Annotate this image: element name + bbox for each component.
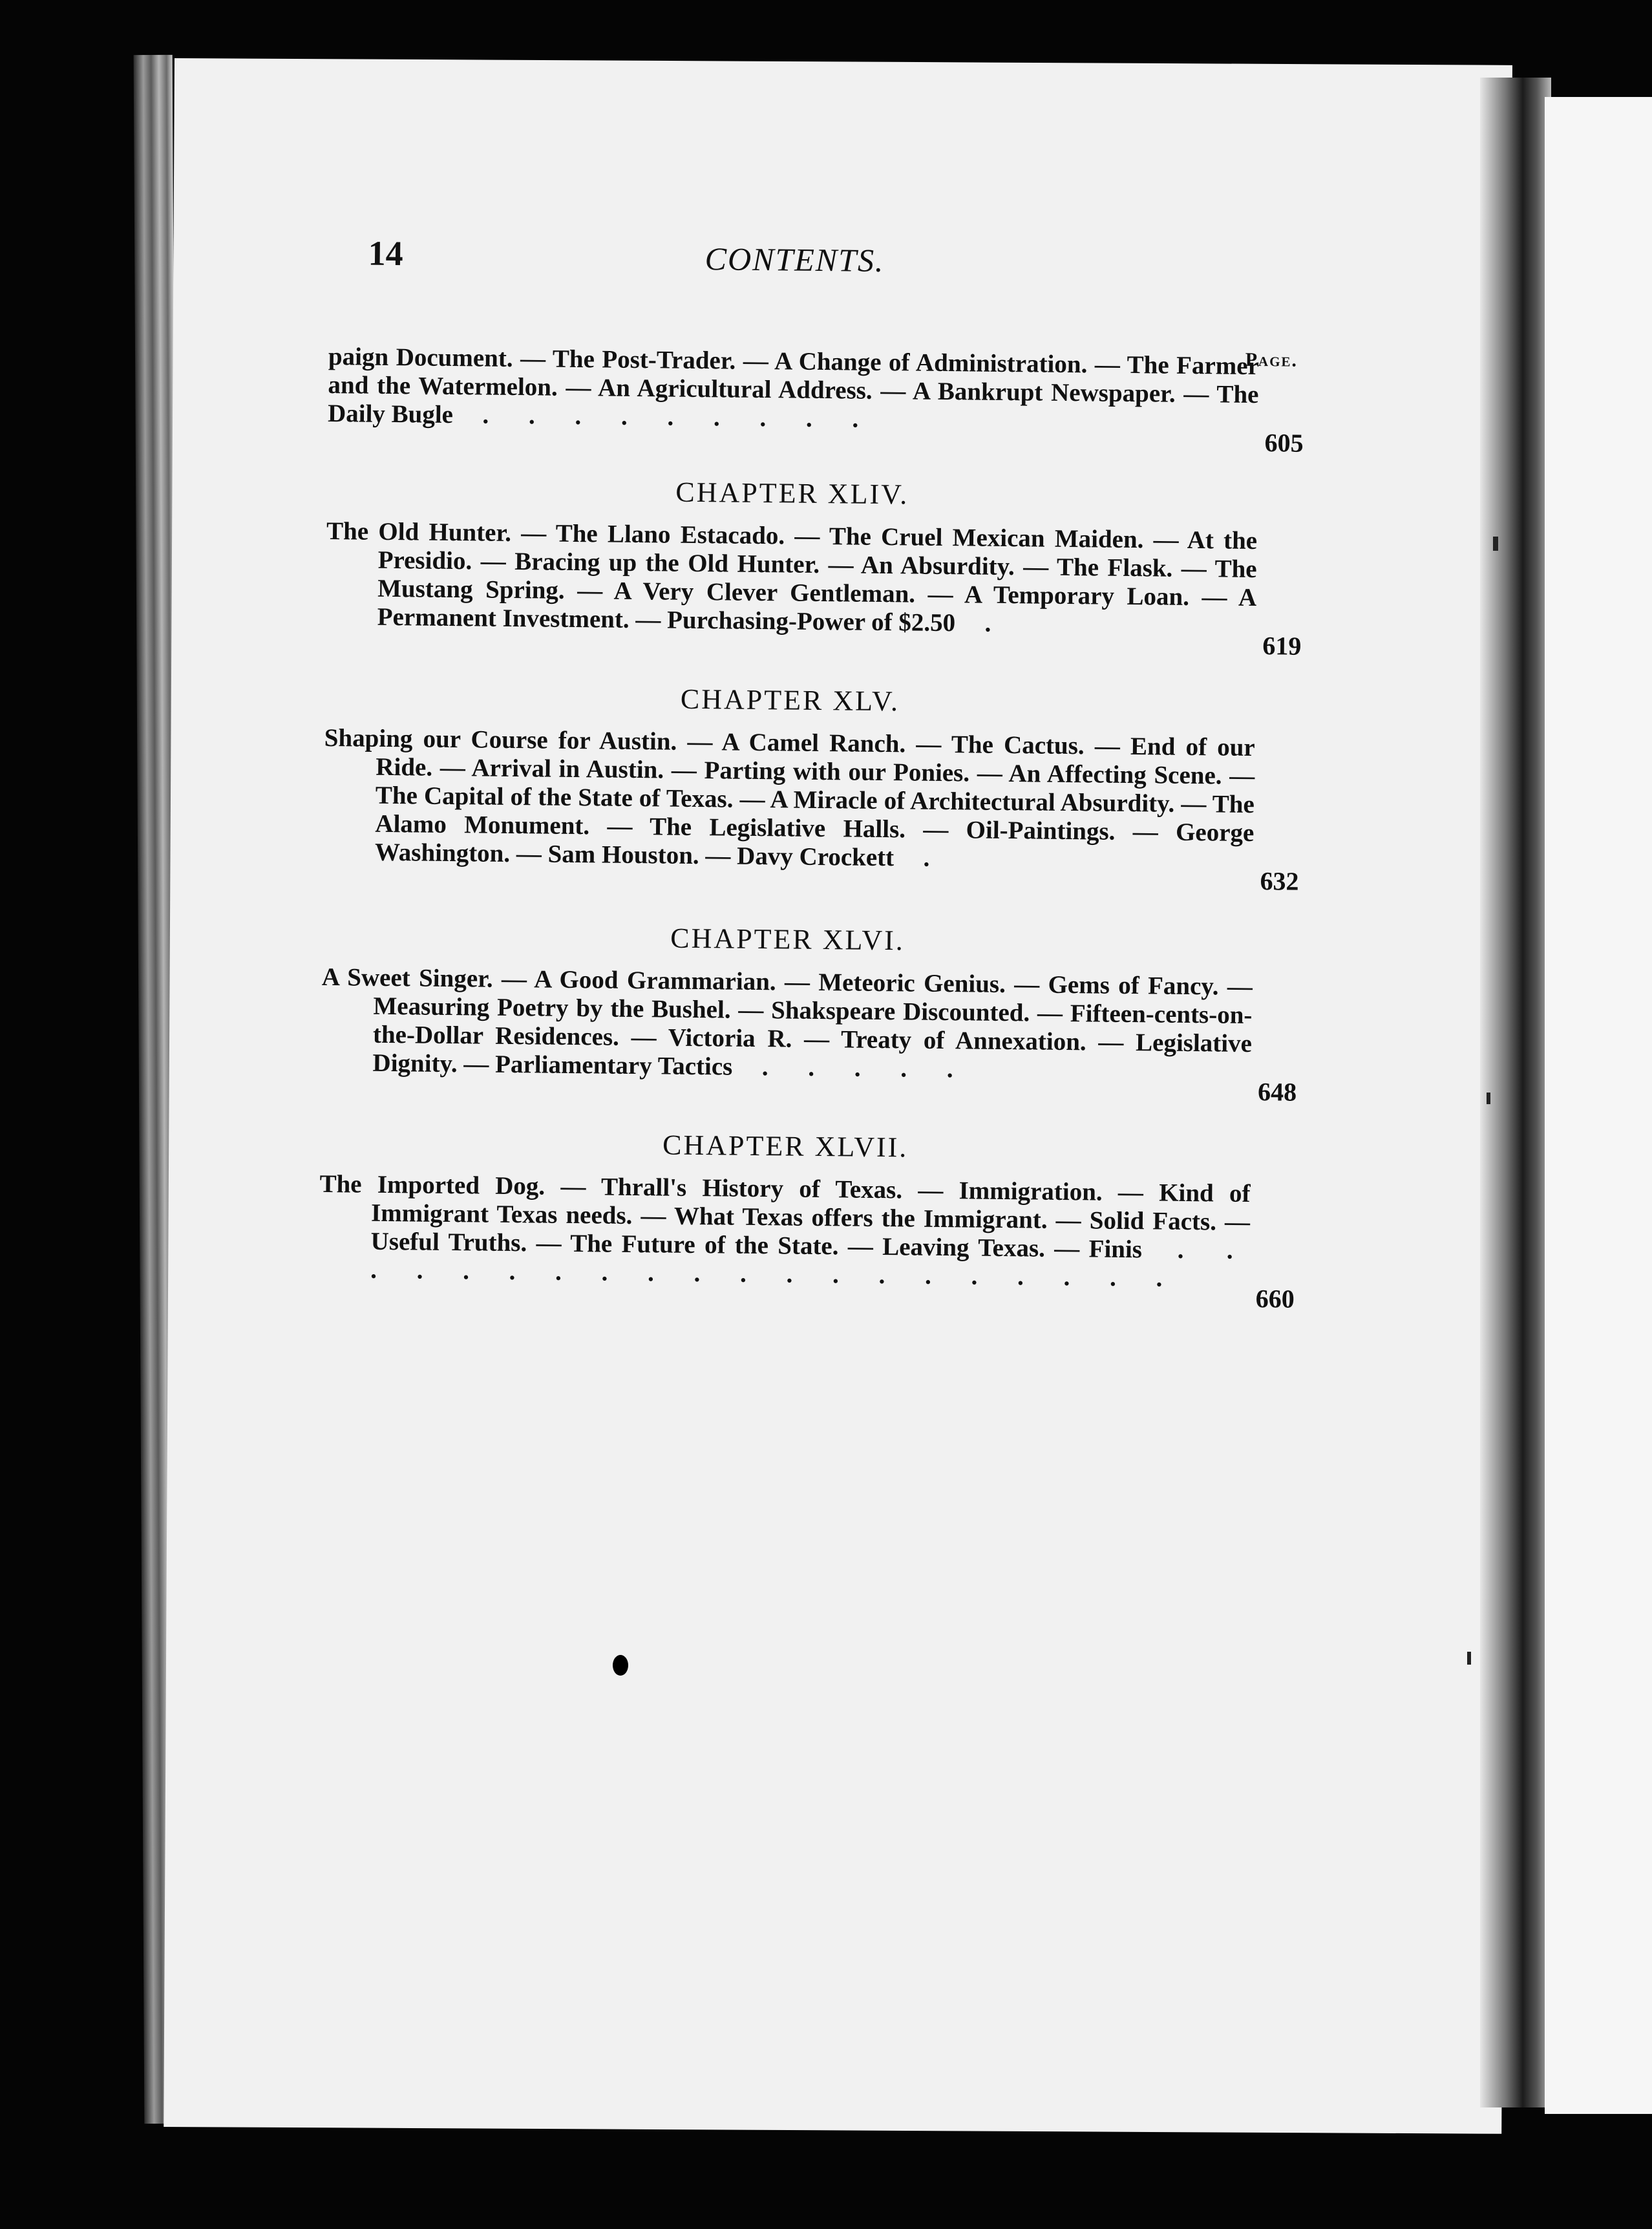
page-column-label: Page. (1245, 348, 1298, 371)
toc-entry-page: 660 (1255, 1284, 1295, 1314)
toc-entry (326, 517, 1302, 661)
scan-speck (1487, 1093, 1490, 1104)
toc-entry (319, 1169, 1295, 1314)
toc-entry-text: A Sweet Singer. — A Good Grammarian. — Meteoric Genius. — Gems of Fancy. — Measuring Poetry by the Bushel. — Shakspeare Discounted. — Fifteen-cents-on-the-Dollar Residences. — Victoria R. — Treaty of Annexation. — Legislative Dignity. — Parliamentary Tactics (321, 963, 1253, 1081)
toc-entry-page: 605 (1264, 428, 1304, 458)
scan-speck (1467, 1652, 1471, 1665)
toc-entry (323, 723, 1299, 896)
toc-entry-page: 632 (1260, 866, 1299, 896)
page-number: 14 (368, 233, 403, 273)
toc-entry-text: The Old Hunter. — The Llano Estacado. — The Cruel Mexican Maiden. — At the Presidio. — Bracing up the Old Hunter. — An Absurdity. — The Flask. — The Mustang Spring. — A Very Clever Gentleman. — A Temporary Loan. — A Permanent Investment. — Purchasing-Power of $2.50 (326, 517, 1258, 637)
dot-leaders: . (961, 609, 1008, 638)
chapter-heading: CHAPTER XLVI. (670, 922, 905, 957)
toc-entry-page: 619 (1262, 631, 1302, 661)
toc-entry-text: paign Document. — The Post-Trader. — A Change of Administration. — The Farmer and the Watermelon. — An Agricultural Address. — A Bankrupt Newspaper. — The Daily Bugle (327, 342, 1260, 429)
chapter-heading: CHAPTER XLVII. (662, 1129, 909, 1164)
toc-entry-text: The Imported Dog. — Thrall's History of Texas. — Immigration. — Kind of Immigrant Texas needs. — What Texas offers the Immigrant. — Solid Facts. — Useful Truths. — The Future of the State. — Leaving Texas. — Finis (319, 1169, 1251, 1264)
dot-leaders: . . . . . (738, 1052, 970, 1083)
toc-entry (321, 963, 1297, 1107)
facing-page-edge (1545, 97, 1652, 2114)
dot-leaders: . . . . . . . . . (459, 401, 876, 433)
dot-leaders: . (900, 844, 947, 873)
toc-entry-text: Shaping our Course for Austin. — A Camel Ranch. — The Cactus. — End of our Ride. — Arrival in Austin. — Parting with our Ponies. — An Affecting Scene. — The Capital of the State of Texas. — A Miracle of Architectural Absurdity. — The Alamo Monument. — The Legislative Halls. — Oil-Paintings. — George Washington. — Sam Houston. — Davy Crockett (324, 723, 1255, 872)
book-gutter-shadow (1480, 78, 1551, 2107)
running-title: CONTENTS. (704, 240, 885, 279)
chapter-heading: CHAPTER XLV. (680, 683, 900, 718)
chapter-heading: CHAPTER XLIV. (675, 476, 909, 511)
toc-entry-page: 648 (1257, 1077, 1297, 1107)
ink-blot (613, 1655, 628, 1676)
scan-speck (1493, 537, 1498, 551)
dot-leaders: . . . . . . . . . . . . . . . . . . . . (370, 1235, 1250, 1292)
